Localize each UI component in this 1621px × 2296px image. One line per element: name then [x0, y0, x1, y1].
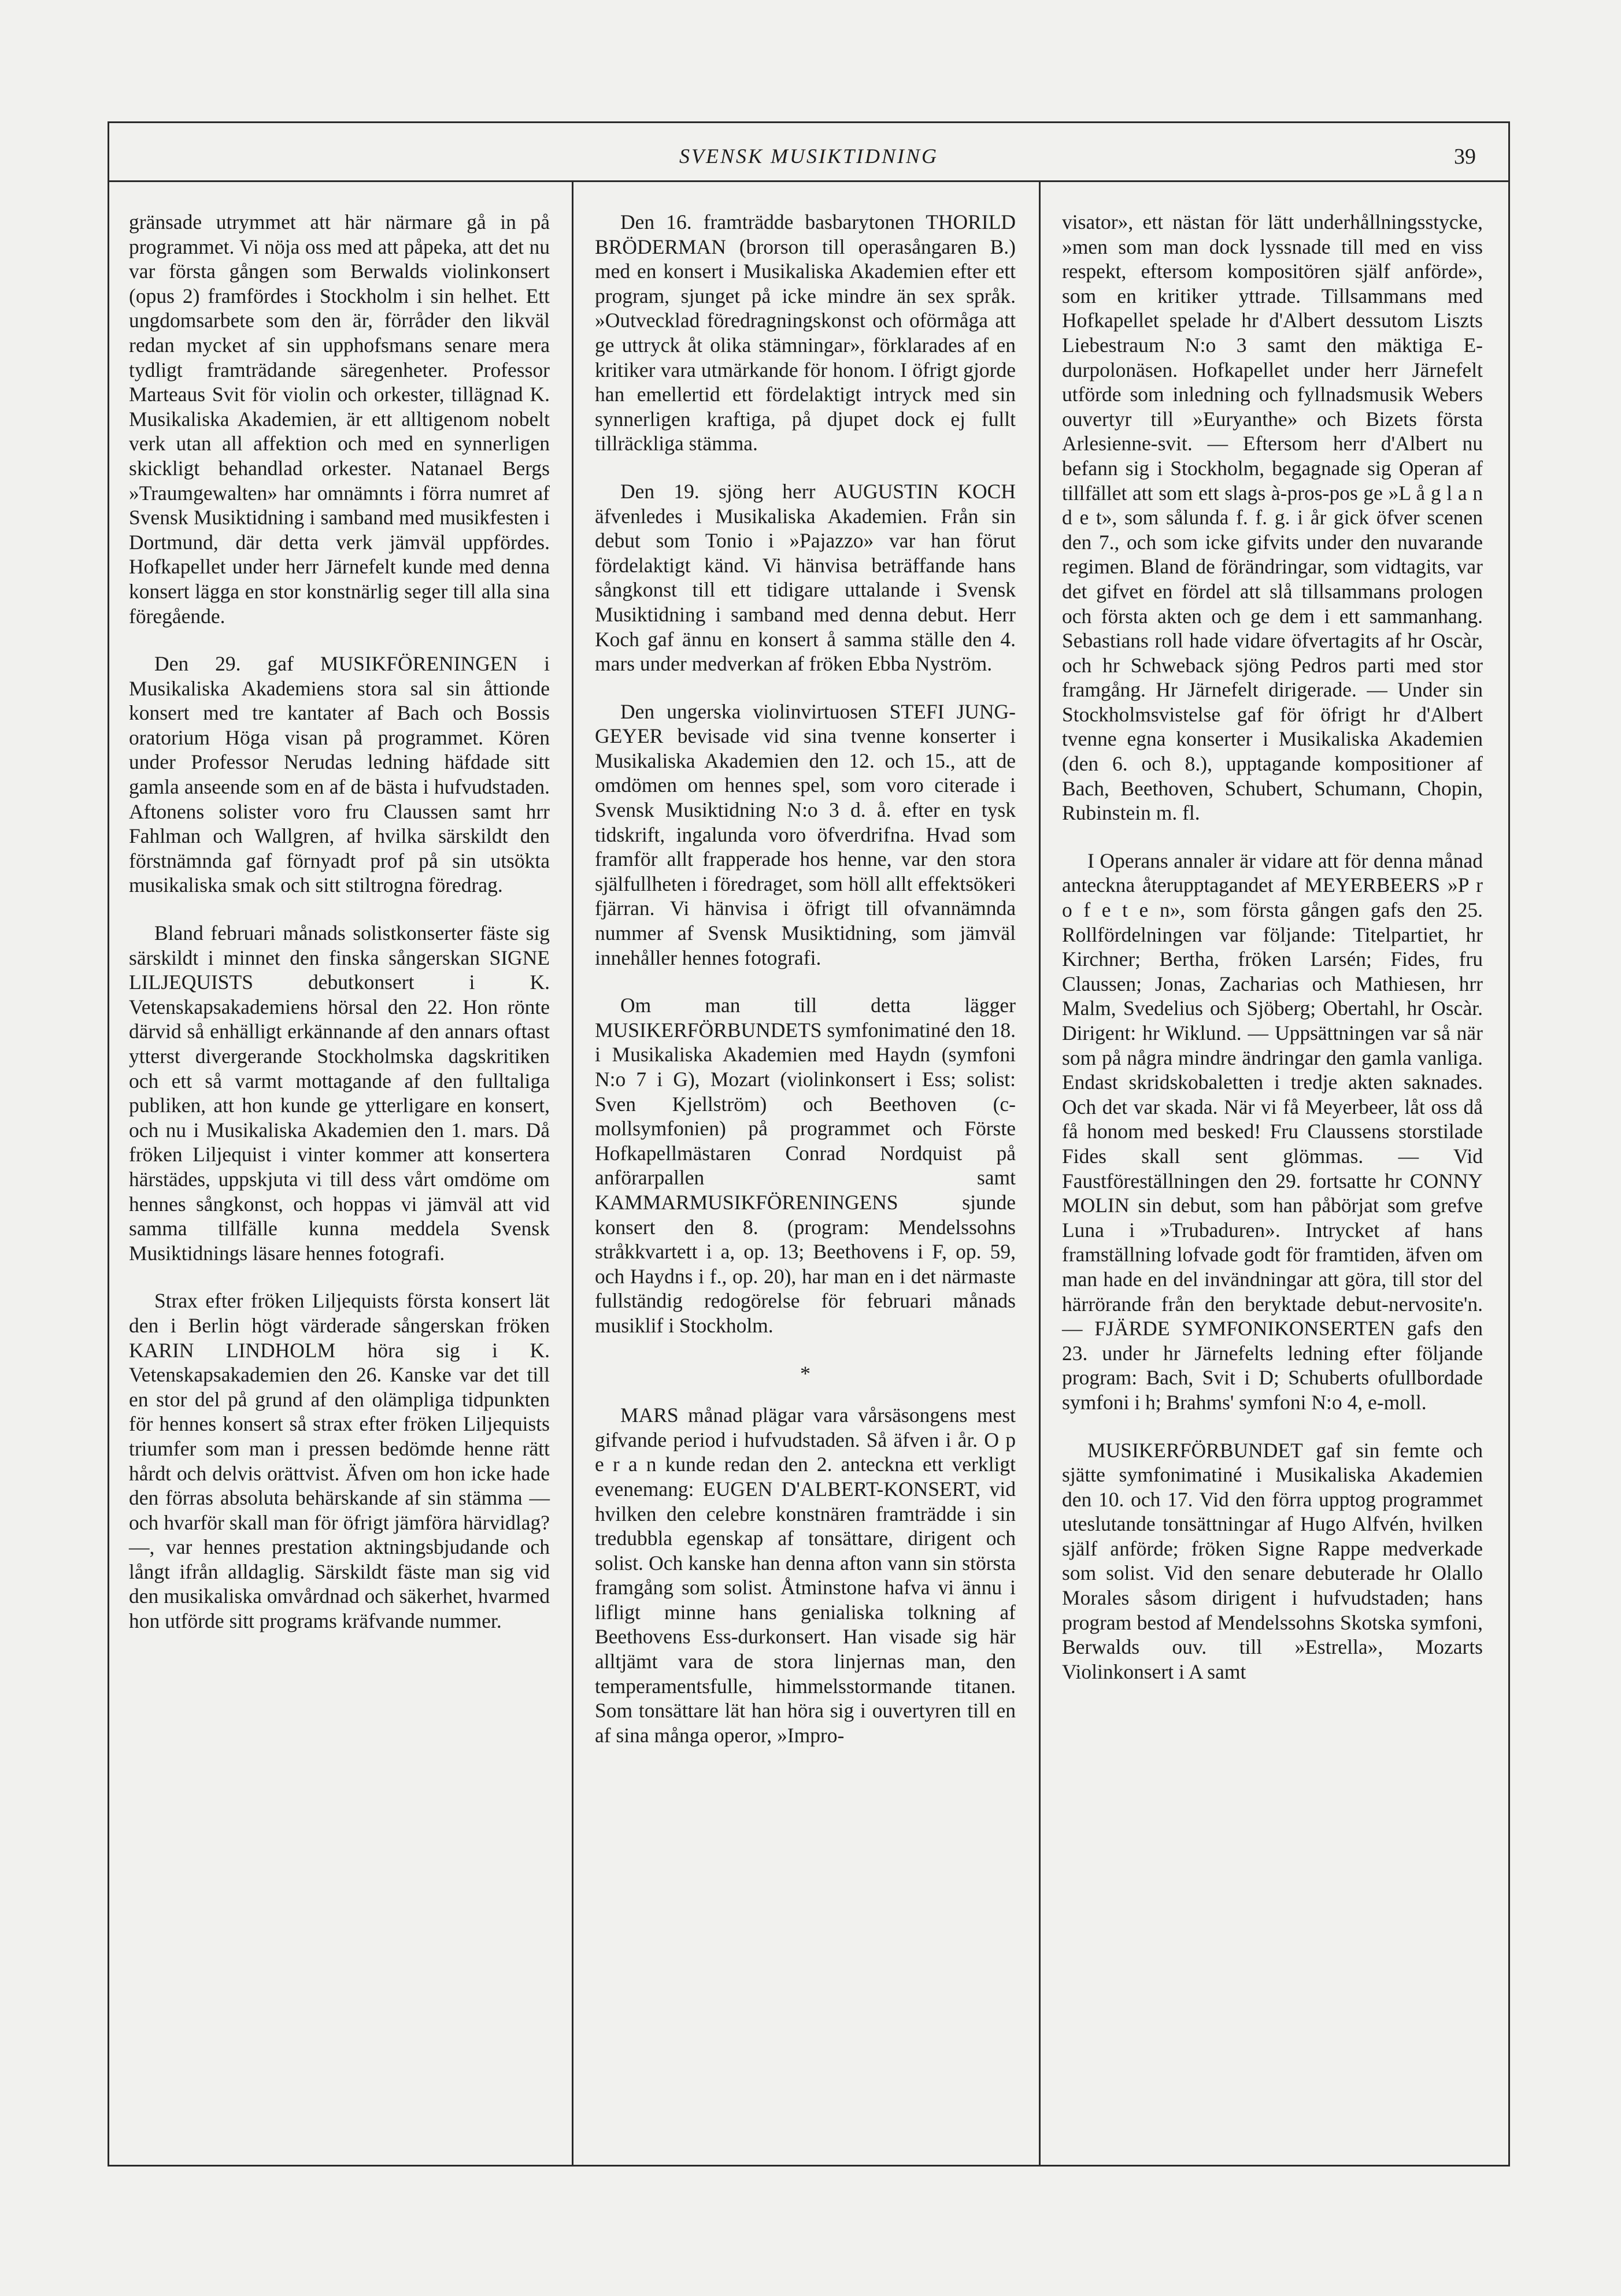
page-frame	[108, 121, 1510, 2167]
column-divider-2	[1039, 182, 1041, 2165]
text-column-2	[595, 210, 1016, 1747]
section-separator: *	[800, 1361, 811, 1385]
paragraph: Om man till detta lägger MUSIKERFÖRBUNDETS symfonimatiné den 18. i Musikaliska Akademien med Haydn (symfoni N:o 7 i G), Mozart (violinkonsert i Ess; solist: Sven Kjellström) och Beethoven (c-mollsymfonien) på programmet och Förste Hofkapellmästaren Conrad Nordquist på anförarpallen samt KAMMARMUSIKFÖRENINGENS sjunde konsert den 8. (program: Mendelssohns stråkkvartett i a, op. 13; Beethovens i F, op. 59, och Haydns i f., op. 20), har man en i det närmaste fullständig redogörelse för februari månads musiklif i Stockholm.	[595, 994, 1016, 1337]
paragraph: MARS månad plägar vara vårsäsongens mest gifvande period i hufvudstaden. Så äfven i år. O p e r a n kunde redan den 2. anteckna ett verkligt evenemang: EUGEN D'ALBERT-KONSERT, vid hvilken den celebre konstnären framträdde i sin tredubbla egenskap af tonsättare, dirigent och solist. Och kanske han denna afton vann sin största framgång som solist. Åtminstone hafva vi ännu i lifligt minne hans genialiska tolkning af Beethovens Ess-durkonsert. Han visade sig här alltjämt vara de stora linjernas man, den temperamentsfulle, himmelsstormande titanen. Som tonsättare lät han höra sig i ouvertyren till en af sina många operor, »Impro-	[595, 1403, 1016, 1747]
paragraph: MUSIKERFÖRBUNDET gaf sin femte och sjätte symfonimatiné i Musikaliska Akademien den 10. och 17. Vid den förra upptog programmet uteslutande tonsättningar af Hugo Alfvén, hvilken själf anförde; fröken Signe Rappe medverkade som solist. Vid den senare debuterade hr Olallo Morales såsom dirigent i hufvudstaden; hans program bestod af Mendelssohns Skotska symfoni, Berwalds ouv. till »Estrella», Mozarts Violinkonsert i A samt	[1062, 1438, 1483, 1683]
text-column-3	[1062, 210, 1483, 1684]
page-number: 39	[1454, 145, 1476, 169]
paragraph: Den ungerska violinvirtuosen STEFI JUNG-GEYER bevisade vid sina tvenne konserter i Musikaliska Akademien den 12. och 15., att de omdömen om hennes spel, som voro citerade i Svensk Musiktidning N:o 3 d. å. efter en tysk tidskrift, ingalunda voro öfverdrifna. Hvad som framför allt frapperade hos henne, var den stora själfullheten i föredraget, som höll allt effektsökeri fjärran. Vi hänvisa i öfrigt till ofvannämnda nummer af Svensk Musiktidning, som jämväl innehåller hennes fotografi.	[595, 699, 1016, 969]
paragraph: gränsade utrymmet att här närmare gå in på programmet. Vi nöja oss med att påpeka, att det nu var första gången som Berwalds violinkonsert (opus 2) framfördes i Stockholm i sin helhet. Ett ungdomsarbete som den är, förråder den likväl redan mycket af sin upphofsmans senare mera tydligt framträdande säregenheter. Professor Marteaus Svit för violin och orkester, tillägnad K. Musikaliska Akademien, är ett alltigenom nobelt verk utan all affektion och med en synnerligen skickligt behandlad orkester. Natanael Bergs »Traumgewalten» har omnämnts i förra numret af Svensk Musiktidning i samband med musikfesten i Dortmund, där detta verk jämväl uppfördes. Hofkapellet under herr Järnefelt kunde med denna konsert lägga en stor konstnärlig seger till alla sina föregående.	[129, 210, 550, 628]
paragraph: I Operans annaler är vidare att för denna månad anteckna återupptagandet af MEYERBEERS »P r o f e t e n», som första gången gafs den 25. Rollfördelningen var följande: Titelpartiet, hr Kirchner; Bertha, fröken Larsén; Fides, fru Claussen; Jonas, Zacharias och Mathiesen, hrr Malm, Svedelius och Sjöberg; Obertahl, hr Oscàr. Dirigent: hr Wiklund. — Uppsättningen var så när som på några mindre ändringar den gamla vanliga. Endast skridskobaletten i tredje akten saknades. Och det var skada. När vi få Meyerbeer, låt oss då få honom med besked! Fru Claussens storstilade Fides skall sent glömmas. — Vid Faustföreställningen den 29. fortsatte hr CONNY MOLIN sin debut, som han påbörjat som grefve Luna i »Trubaduren». Intrycket af hans framställning lofvade godt för framtiden, äfven om man hade en del invändningar att göra, till stor del härrörande från den beryktade debut-nervosite'n. — FJÄRDE SYMFONIKONSERTEN gafs den 23. under hr Järnefelts ledning efter följande program: Bach, Svit i D; Schuberts ofullbordade symfoni i h; Brahms' symfoni N:o 4, e-moll.	[1062, 849, 1483, 1414]
paragraph: Den 16. framträdde basbarytonen THORILD BRÖDERMAN (brorson till operasångaren B.) med en konsert i Musikaliska Akademien efter ett program, sjunget på icke mindre än sex språk. »Outvecklad föredragningskonst och oförmåga att ge uttryck åt olika stämningar», förklarades af en kritiker vara utmärkande för honom. I öfrigt gjorde han emellertid ett fördelaktigt intryck med sin synnerligen kraftiga, på djupet dock ej fullt tillräckliga stämma.	[595, 210, 1016, 456]
magazine-title: SVENSK MUSIKTIDNING	[679, 145, 938, 168]
paragraph: visator», ett nästan för lätt underhållningsstycke, »men som man dock lyssnade till med en viss respekt, eftersom kompositören själf anförde», som en kritiker yttrade. Tillsammans med Hofkapellet spelade hr d'Albert dessutom Liszts Liebestraum N:o 3 samt den mäktiga E-durpolonäsen. Hofkapellet under herr Järnefelt utförde som inledning och fyllnadsmusik Webers ouvertyr till »Euryanthe» och Bizets första Arlesienne-svit. — Eftersom herr d'Albert nu befann sig i Stockholm, begagnade sig Operan af tillfället att som ett slags à-pros-pos ge »L å g l a n d e t», som sålunda f. f. g. i år gick öfver scenen den 7., och som icke gifvits under den nuvarande regimen. Bland de förändringar, som vidtagits, var det gifvet en fördel att slå tillsammans prologen och första akten och ge dem i ett sammanhang. Sebastians roll hade vidare öfvertagits af hr Oscàr, och hr Schweback sjöng Pedros parti med stor framgång. Hr Järnefelt dirigerade. — Under sin Stockholmsvistelse gaf för öfrigt hr d'Albert tvenne egna konserter i Musikaliska Akademien (den 6. och 8.), upptagande kompositioner af Bach, Beethoven, Schubert, Schumann, Chopin, Rubinstein m. fl.	[1062, 210, 1483, 825]
text-column-1	[129, 210, 550, 1634]
paragraph: Den 29. gaf MUSIKFÖRENINGEN i Musikaliska Akademiens stora sal sin åttionde konsert med tre kantater af Bach och Bossis oratorium Höga visan på programmet. Kören under Professor Nerudas ledning häfdade sitt gamla anseende som en af de bästa i hufvudstaden. Aftonens solister voro fru Claussen samt hrr Fahlman och Wallgren, af hvilka särskildt den förstnämnda gaf förnyadt prof på sin utsökta musikaliska smak och sitt stiltrogna föredrag.	[129, 652, 550, 897]
paragraph: Strax efter fröken Liljequists första konsert lät den i Berlin högt värderade sångerskan fröken KARIN LINDHOLM höra sig i K. Vetenskapsakademien den 26. Kanske var det till en stor del på grund af den olämpliga tidpunkten för hennes konsert så strax efter fröken Liljequists triumfer som man i pressen bedömde henne rätt hårdt och delvis orättvist. Äfven om hon icke hade den förras absoluta behärskande af sin stämma — och hvarför skall man för öfrigt jämföra härvidlag? —, var hennes prestation aktningsbjudande och långt ifrån alldaglig. Särskildt fäste man sig vid den musikaliska omvårdnad och säkerhet, hvarmed hon utförde sitt programs kräfvande nummer.	[129, 1289, 550, 1633]
paragraph: Bland februari månads solistkonserter fäste sig särskildt i minnet den finska sångerskan SIGNE LILJEQUISTS debutkonsert i K. Vetenskapsakademiens hörsal den 22. Hon rönte därvid så enhälligt erkännande af den annars oftast ytterst divergerande Stockholmska dagskritiken och ett så varmt mottagande af den fulltaliga publiken, att hon kunde ge ytterligare en konsert, och nu i Musikaliska Akademien den 1. mars. Då fröken Liljequist i vinter kommer att konsertera härstädes, uppskjuta vi till dess vårt omdöme om hennes sångkonst, och hoppas vi jämväl att vid samma tillfälle kunna meddela Svensk Musiktidnings läsare hennes fotografi.	[129, 921, 550, 1265]
paragraph: Den 19. sjöng herr AUGUSTIN KOCH äfvenledes i Musikaliska Akademien. Från sin debut som Tonio i »Pajazzo» var han förut fördelaktigt känd. Vi hänvisa beträffande hans sångkonst till ett tidigare uttalande i Svensk Musiktidning i samband med denna debut. Herr Koch gaf ännu en konsert å samma ställe den 4. mars under medverkan af fröken Ebba Nyström.	[595, 479, 1016, 676]
column-divider-1	[572, 182, 573, 2165]
running-header	[109, 123, 1508, 182]
